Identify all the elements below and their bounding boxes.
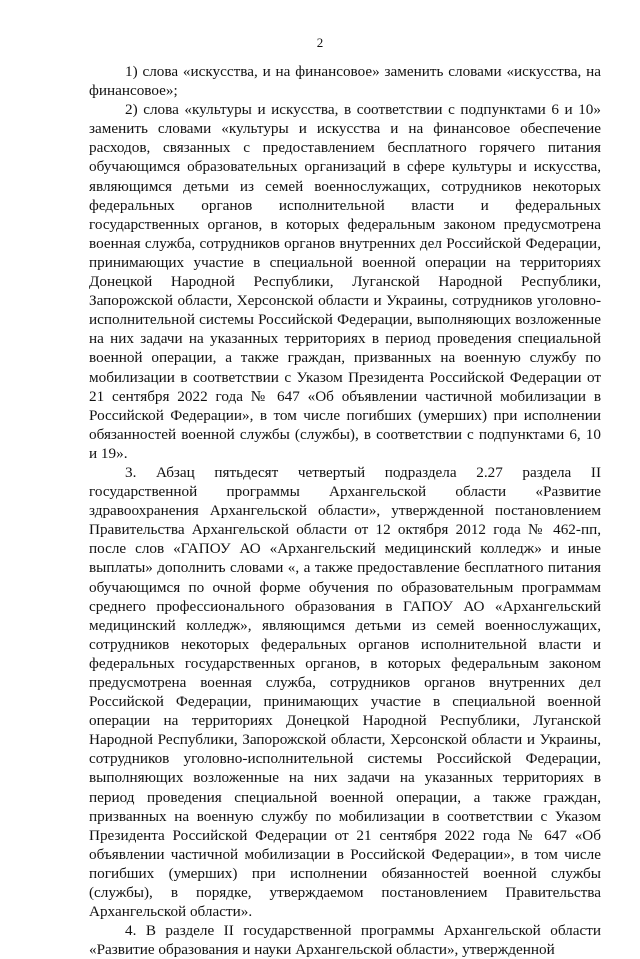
paragraph-amendment-2: 2) слова «культуры и искусства, в соответствии с подпунктами 6 и 10» заменить словами «культуры и искусства и на финансовое обеспечение расходов, связанных с предоставлением бесплатного горячего питания обучающимся образовательных организаций в сфере культуры и искусства, являющимся детьми из семей военнослужащих, сотрудников некоторых федеральных органов исполнительной власти и федеральных государственных органов, в которых федеральным законом предусмотрена военная служба, сотрудников органов внутренних дел Российской Федерации, принимающих участие в специальной военной операции на территориях Донецкой Народной Республики, Луганской Народной Республики, Запорожской области, Херсонской области и Украины, сотрудников уголовно-исполнительной системы Российской Федерации, выполняющих возложенные на них задачи на указанных территориях в период проведения специальной военной операции, а также граждан, призванных на военную службу по мобилизации в соответствии с Указом Президента Российской Федерации от 21 сентября 2022 года № 647 «Об объявлении частичной мобилизации в Российской Федерации», в том числе погибших (умерших) при исполнении обязанностей военной службы (службы), в соответствии с подпунктами 6, 10 и 19». — [89, 101, 601, 462]
paragraph-amendment-1: 1) слова «искусства, и на финансовое» заменить словами «искусства, на финансовое»; — [89, 63, 601, 100]
document-body — [89, 62, 601, 959]
paragraph-section-4: 4. В разделе II государственной программы Архангельской области «Развитие образования и науки Архангельской области», утвержденной — [89, 922, 601, 959]
page-number: 2 — [316, 35, 324, 50]
paragraph-section-3: 3. Абзац пятьдесят четвертый подраздела 2.27 раздела II государственной программы Архангельской области «Развитие здравоохранения Архангельской области», утвержденной постановлением Правительства Архангельской области от 12 октября 2012 года № 462-пп, после слов «ГАПОУ АО «Архангельский медицинский колледж» и иные выплаты» дополнить словами «, а также предоставление бесплатного питания обучающимся по очной форме обучения по образовательным программам среднего профессионального образования в ГАПОУ АО «Архангельский медицинский колледж», являющимся детьми из семей военнослужащих, сотрудников некоторых федеральных органов исполнительной власти и федеральных государственных органов, в которых федеральным законом предусмотрена военная служба, сотрудников органов внутренних дел Российской Федерации, принимающих участие в специальной военной операции на территориях Донецкой Народной Республики, Луганской Народной Республики, Запорожской области, Херсонской области и Украины, сотрудников уголовно-исполнительной системы Российской Федерации, выполняющих возложенные на них задачи на указанных территориях в период проведения специальной военной операции, а также граждан, призванных на военную службу по мобилизации в соответствии с Указом Президента Российской Федерации от 21 сентября 2022 года № 647 «Об объявлении частичной мобилизации в Российской Федерации», в том числе погибших (умерших) при исполнении обязанностей военной службы (службы), в порядке, утверждаемом постановлением Правительства Архангельской области». — [89, 463, 601, 921]
